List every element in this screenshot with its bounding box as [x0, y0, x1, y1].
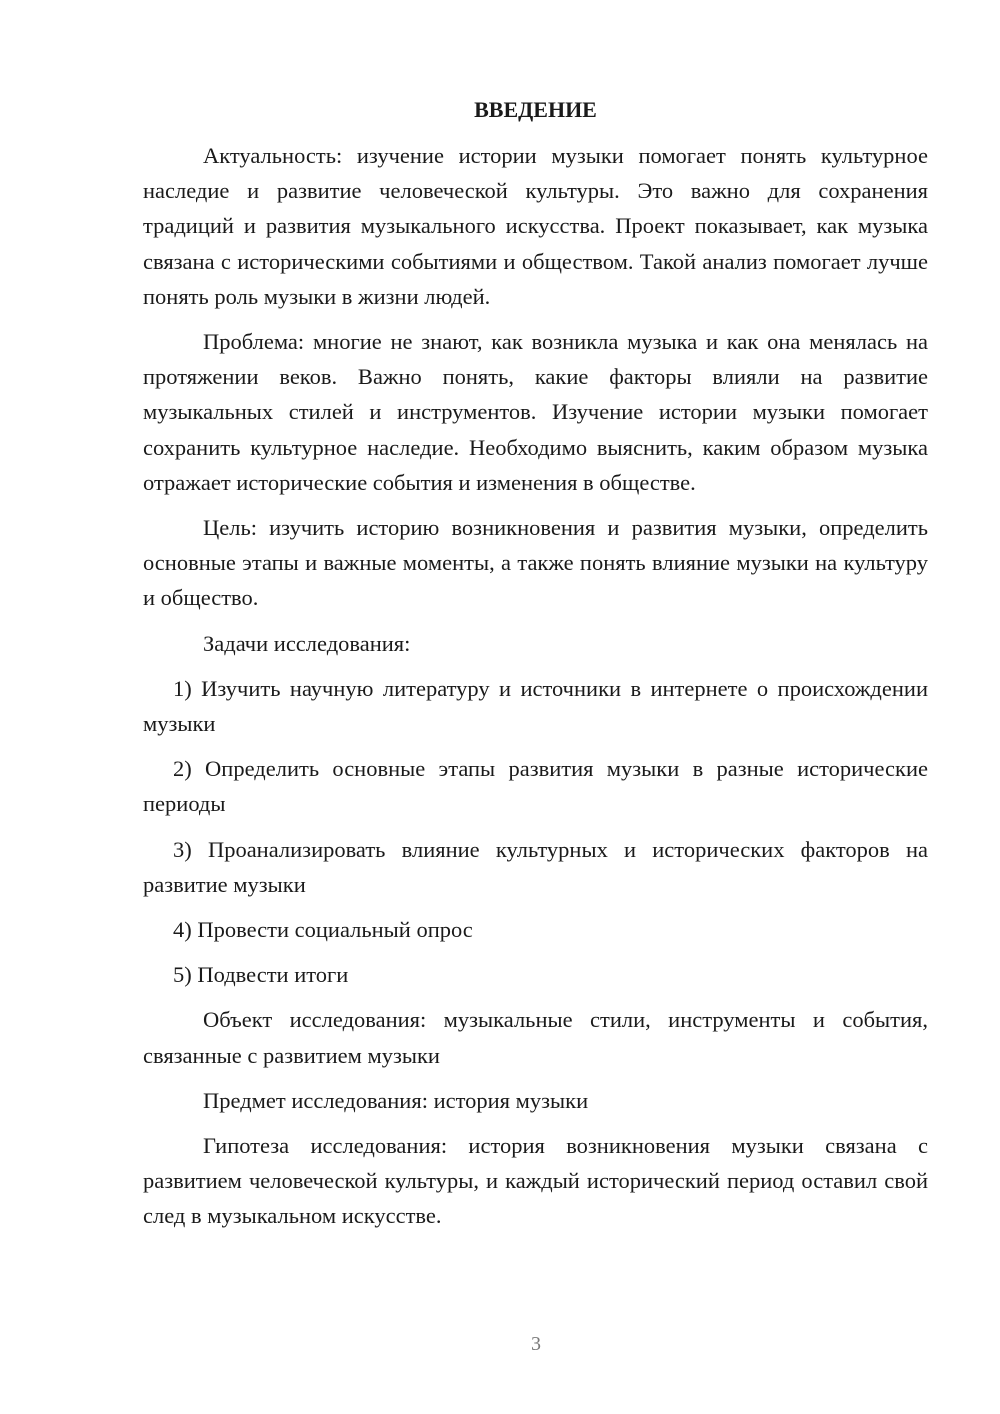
tasks-heading: Задачи исследования: — [203, 630, 411, 656]
paragraph-subject: Предмет исследования: история музыки — [203, 1087, 589, 1113]
paragraph-object: Объект исследования: музыкальные стили, инструменты и события, связанные с развитием музыки — [143, 1007, 928, 1068]
task-item-4: 4) Провести социальный опрос — [173, 917, 473, 943]
document-page — [143, 94, 928, 1234]
paragraph-relevance: Актуальность: изучение истории музыки помогает понять культурное наследие и развитие человеческой культуры. Это важно для сохранения традиций и развития музыкального искусства. Проект показывает, как музыка связана с историческими событиями и обществом. Такой анализ помогает лучше понять роль музыки в жизни людей. — [143, 143, 928, 309]
task-item-2: 2) Определить основные этапы развития музыки в разные исторические периоды — [143, 756, 928, 817]
section-title: ВВЕДЕНИЕ — [474, 97, 597, 122]
paragraph-goal: Цель: изучить историю возникновения и развития музыки, определить основные этапы и важные моменты, а также понять влияние музыки на культуру и общество. — [143, 515, 928, 611]
paragraph-problem: Проблема: многие не знают, как возникла музыка и как она менялась на протяжении веков. Важно понять, какие факторы влияли на развитие музыкальных стилей и инструментов. Изучение истории музыки помогает сохранить культурное наследие. Необходимо выяснить, каким образом музыка отражает исторические события и изменения в обществе. — [143, 329, 928, 495]
task-item-1: 1) Изучить научную литературу и источники в интернете о происхождении музыки — [143, 675, 928, 737]
task-item-5: 5) Подвести итоги — [173, 962, 349, 988]
paragraph-hypothesis: Гипотеза исследования: история возникновения музыки связана с развитием человеческой культуры, и каждый исторический период оставил свой след в музыкальном искусстве. — [143, 1133, 928, 1229]
page-number: 3 — [531, 1333, 541, 1355]
task-item-3: 3) Проанализировать влияние культурных и исторических факторов на развитие музыки — [143, 836, 928, 897]
